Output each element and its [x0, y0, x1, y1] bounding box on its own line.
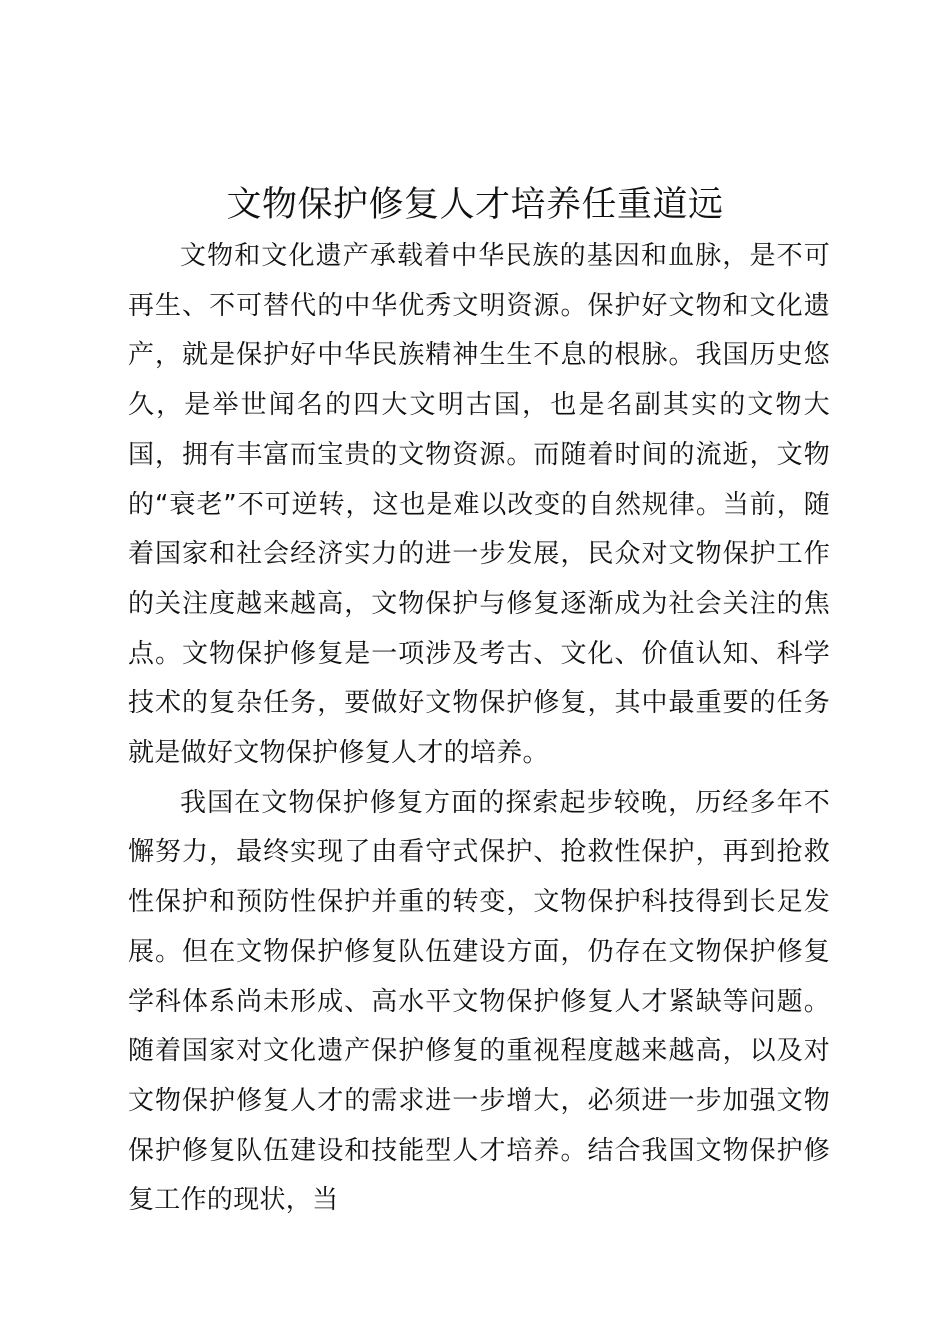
paragraph-1: 文物和文化遗产承载着中华民族的基因和血脉，是不可再生、不可替代的中华优秀文明资源。保护好文物和文化遗产，就是保护好中华民族精神生生不息的根脉。我国历史悠久，是举世闻名的四大文明古国，也是名副其实的文物大国，拥有丰富而宝贵的文物资源。而随着时间的流逝，文物的“衰老”不可逆转，这也是难以改变的自然规律。当前，随着国家和社会经济实力的进一步发展，民众对文物保护工作的关注度越来越高，文物保护与修复逐渐成为社会关注的焦点。文物保护修复是一项涉及考古、文化、价值认知、科学技术的复杂任务，要做好文物保护修复，其中最重要的任务就是做好文物保护修复人才的培养。 — [128, 241, 830, 769]
paragraph-2: 我国在文物保护修复方面的探索起步较晚，历经多年不懈努力，最终实现了由看守式保护、抢救性保护，再到抢救性保护和预防性保护并重的转变，文物保护科技得到长足发展。但在文物保护修复队伍建设方面，仍存在文物保护修复学科体系尚未形成、高水平文物保护修复人才紧缺等问题。随着国家对文化遗产保护修复的重视程度越来越高，以及对文物保护修复人才的需求进一步增大，必须进一步加强文物保护修复队伍建设和技能型人才培养。结合我国文物保护修复工作的现状，当 — [128, 787, 830, 1216]
document-title: 文物保护修复人才培养任重道远 — [226, 185, 724, 225]
document-body — [128, 232, 830, 1226]
